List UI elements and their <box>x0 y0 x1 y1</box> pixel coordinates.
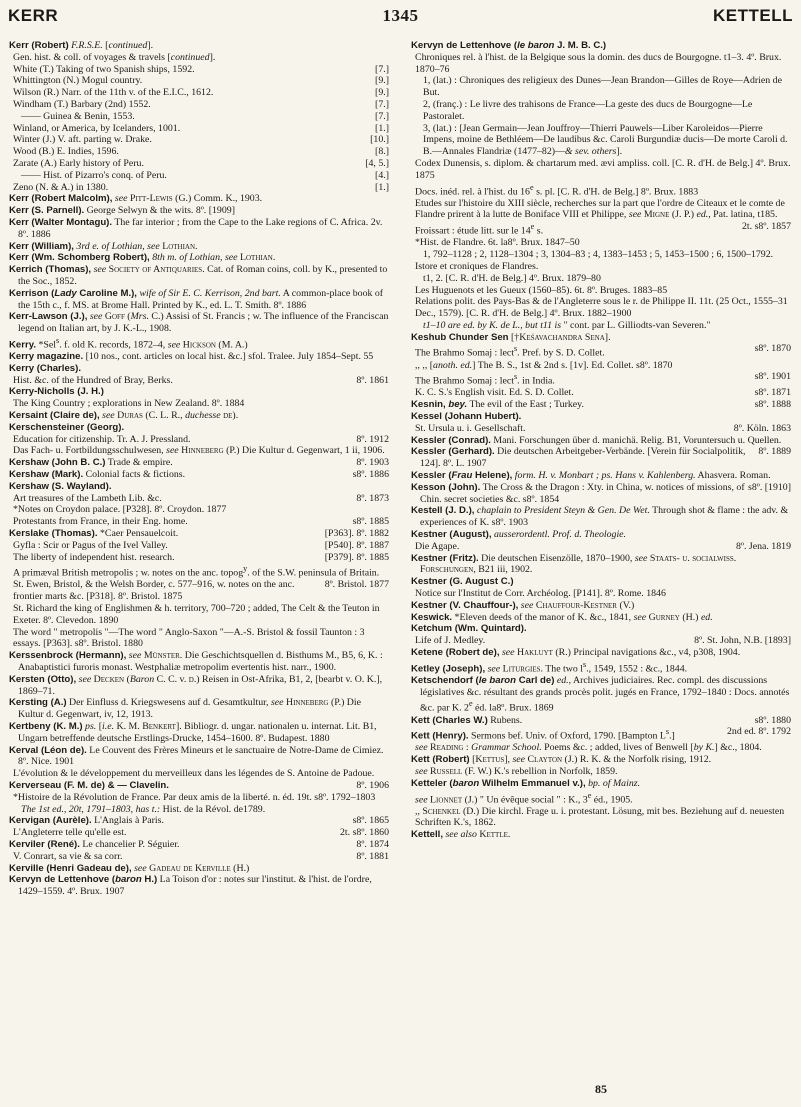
right-column-entry: Les Huguenots et les Gueux (1560–85). 6t. 8º. Bruges. 1883–85 <box>415 284 668 296</box>
right-column-entry: ,, ,, [anoth. ed.] The B. S., 1st & 2nd s. [1v]. Ed. Collet. s8º. 1870 <box>415 359 673 371</box>
left-column-entry: Kerr-Lawson (J.), see Goff (Mrs. C.) Assisi of St. Francis ; w. The influence of the Franciscan legend on Italian art, by J. K.-L., 1908. <box>9 311 389 335</box>
right-column-entry: Kesnin, bey. The evil of the East ; Turkey. s8º. 1888 <box>411 399 791 411</box>
right-column-entry: Kestell (J. D.), chaplain to President Steyn & Gen. De Wet. Through shot & flame : the adv. & experiences of K. s8º. 1903 <box>411 505 789 529</box>
right-column-entry: Codex Dunensis, s. diplom. & chartarum med. ævi ampliss. coll. [C. R. d'H. de Belg.] 4º. Brux. 1875 <box>415 157 791 181</box>
header-left-catchword: KERR <box>8 6 59 25</box>
left-column-entry: Windham (T.) Barbary (2nd) 1552. [7.] <box>13 98 389 110</box>
left-column-entry: Gen. hist. & coll. of voyages & travels [continued]. <box>13 51 216 63</box>
page-number: 1345 <box>382 6 419 25</box>
left-column-entry: Kerr (Robert) F.R.S.E. [continued]. <box>9 40 154 51</box>
right-column-entry: Ketene (Robert de), see Hakluyt (R.) Principal navigations &c., v4, p308, 1904. <box>411 646 741 658</box>
right-column-entry: Kessel (Johann Hubert). <box>411 411 522 423</box>
right-column-entry: 1, 792–1128 ; 2, 1128–1304 ; 3, 1304–83 ; 4, 1383–1453 ; 5, 1453–1500 ; 6, 1500–1792. <box>423 249 774 261</box>
right-column-entry: *Hist. de Flandre. 6t. la8º. Brux. 1847–50 <box>415 237 580 249</box>
right-column-entry: Etudes sur l'histoire du XIII siècle, recherches sur la part que l'ordre de Citeaux et le comte de Flandre prirent à la lutte de Boniface VIII et Philippe, see Migne (J. P.) ed., Pat. latina, t185. <box>415 197 785 221</box>
right-column-entry: see Lionnet (J.) " Un évêque social " : K., 3e éd., 1905. <box>415 790 633 805</box>
left-column-entry: Kerry. *Sel$^s$. f. old K. records, 1872–4, see Hickson (M. A.) <box>9 335 248 351</box>
right-column-entry: Ketschendorf (le baron Carl de) ed., Archives judiciaires. Rec. compl. des discussions législatives &c. résultant des grands procès polit. jugés en France, 1792–1840 : Docs. annotés &c. par K. 2e éd. la8º. Brux. 1869 <box>411 674 790 714</box>
left-column-entry: Kersting (A.) Der Einfluss d. Kriegswesens auf d. Gesamtkultur, see Hinneberg (P.) Die Kultur d. Gegenwart, iv, 12, 1913. <box>9 697 362 721</box>
left-column-entry: Kerry magazine. [10 nos., cont. articles on local hist. &c.] sfol. Tralee. July 1854–Sept. 55 <box>9 351 374 362</box>
left-column-entry: Zeno (N. & A.) in 1380. [1.] <box>13 181 389 193</box>
left-column-entry: Kershaw (Mark). Colonial facts & fictions. s8º. 1886 <box>9 468 389 480</box>
left-column-entry: The King Country ; explorations in New Zealand. 8º. 1884 <box>13 398 245 410</box>
left-column-entry: Wilson (R.) Narr. of the 11th v. of the E.I.C., 1612. [9.] <box>13 87 389 99</box>
right-column-entry: Kestner (V. Chauffour-), see Chauffour-Kestner (V.) <box>411 599 635 611</box>
left-column-entry: Kerschensteiner (Georg). <box>9 421 125 433</box>
right-column-entry: Ketteler (baron Wilhelm Emmanuel v.), bp. of Mainz. <box>411 777 641 789</box>
left-column-entry: Kertbeny (K. M.) ps. [i.e. K. M. Benkert]. Bibliogr. d. ungar. nationalen u. internat. Lit. B1, Ungarn betreffende deutsche Erstlings-Drucke, 1454–1600. 8º. Budapest. 1880 <box>9 720 377 744</box>
left-column-entry: White (T.) Taking of two Spanish ships, 1592. [7.] <box>13 63 389 75</box>
right-column-entry: Keswick. *Eleven deeds of the manor of K. &c., 1841, see Gurney (H.) ed. <box>411 611 713 623</box>
left-column-entry: Protestants from France, in their Eng. home. s8º. 1885 <box>13 516 389 528</box>
right-column-entry: Kestner (G. August C.) <box>411 576 514 588</box>
right-column-entry: Kett (Charles W.) Rubens. s8º. 1880 <box>411 714 791 726</box>
left-column-entry: Winland, or America, by Icelanders, 1001. [1.] <box>13 122 389 134</box>
left-column-entry: Kervyn de Lettenhove (baron H.) La Toison d'or : notes sur l'institut. & l'hist. de l'ordre, 1429–1559. 4º. Brux. 1907 <box>9 874 372 898</box>
left-column-entry: Kerrison (Lady Caroline M.), wife of Sir E. C. Kerrison, 2nd bart. A common-place book of the 15th c., f. MS. at Brome Hall. Printed by K., ed. L. T. Smith. 8º. 1886 <box>9 287 384 311</box>
right-column-entry: The Brahmo Somaj : lect$^s$. in India. s8º. 1901 <box>415 371 791 387</box>
left-column-entry: St. Richard the king of Englishmen & h. territory, 700–720 ; added, The Celt & the Teuton in Exeter. 8º. Clevedon. 1890 <box>13 603 380 626</box>
right-column-entry: St. Ursula u. i. Gesellschaft. 8º. Köln. 1863 <box>415 422 791 434</box>
right-column-entry: Notice sur l'Institut de Corr. Archéolog. [P141]. 8º. Rome. 1846 <box>415 587 666 599</box>
left-column-entry: *Histoire de la Révolution de France. Par deux amis de la liberté. n. éd. 19t. s8º. 1792–1803 <box>13 791 376 803</box>
right-column-entry: see Reading : Grammar School. Poems &c. ; added, lives of Benwell [by K.] &c., 1804. <box>415 742 762 754</box>
right-column-entry: Die Agape. 8º. Jena. 1819 <box>415 540 791 552</box>
left-column-entry: Kerslake (Thomas). *Caer Pensauelcoit. [P363]. 8º. 1882 <box>9 527 389 539</box>
left-column-entry: Das Fach- u. Fortbildungsschulwesen, see Hinneberg (P.) Die Kultur d. Gegenwart, 1 ii, 1906. <box>13 445 385 457</box>
left-column-entry: Zarate (A.) Early history of Peru. [4, 5.] <box>13 157 389 169</box>
left-column-entry: V. Conrart, sa vie & sa corr. 8º. 1881 <box>13 850 389 862</box>
right-column-entry: The Brahmo Somaj : lect$^s$. Pref. by S. D. Collet. s8º. 1870 <box>415 343 791 359</box>
left-column-entry: Kerr (Robert Malcolm), see Pitt-Lewis (G.) Comm. K., 1903. <box>9 193 263 205</box>
left-column-entry: Kervigan (Aurèle). L'Anglais à Paris. s8º. 1865 <box>9 815 389 827</box>
right-column-entry: Chroniques rel. à l'hist. de la Belgique sous la domin. des ducs de Bourgogne. t1–3. 4º. Brux. 1870–76 <box>415 51 782 75</box>
left-column-entry: Kersten (Otto), see Decken (Baron C. C. v. d.) Reisen in Ost-Afrika, B1, 2, [bearbt v. O. K.], 1869–71. <box>9 673 383 697</box>
left-column-entry: *Notes on Croydon palace. [P328]. 8º. Croydon. 1877 <box>13 504 227 516</box>
right-column-entry: K. C. S.'s English visit. Ed. S. D. Collet. s8º. 1871 <box>415 387 791 399</box>
right-column-entry: Kesson (John). The Cross & the Dragon : Xty. in China, w. notices of missions, of Chin. secret societies &c. s8º. 1854 <box>411 481 745 505</box>
left-column-entry: Kerr (S. Parnell). George Selwyn & the wits. 8º. [1909] <box>9 205 235 217</box>
right-column-entry: 1, (lat.) : Chroniques des religieux des Dunes—Jean Brandon—Gilles de Roye—Adrien de But. <box>423 75 782 99</box>
right-column-entry: Kervyn de Lettenhove (le baron J. M. B. C.) <box>411 40 607 51</box>
right-column-entry: Froissart : étude litt. sur le 14e s. 2t. s8º. 1857 <box>415 221 791 237</box>
left-column-entry: L'évolution & le développement du merveilleux dans les légendes de S. Antoine de Padoue. 8º. 1906 <box>13 768 389 791</box>
right-column-entry: Ketley (Joseph), see Liturgies. The two $l^s$., 1549, 1552 : &c., 1844. <box>411 659 688 675</box>
left-column-entry: Kerville (Henri Gadeau de), see Gadeau de Kerville (H.) <box>9 862 250 874</box>
left-column-entry: Education for citizenship. Tr. A. J. Pressland. 8º. 1912 <box>13 433 389 445</box>
right-column-entry: t1–10 are ed. by K. de L., but t11 is " cont. par L. Gilliodts-van Severen." <box>423 319 711 331</box>
left-column-entry: The liberty of independent hist. research. [P379]. 8º. 1885 <box>13 551 389 563</box>
right-column-entry: Kessler (Conrad). Mani. Forschungen über d. manichä. Relig. B1, Voruntersuch u. Quellen. 8º. 1889 <box>411 434 791 458</box>
right-column-entry: ,, Schenkel (D.) Die kirchl. Frage u. i. protestant. Lösung, mit bes. Beziehung auf d. neuesten Schriften K.'s, 1862. <box>415 805 785 829</box>
left-column-entry: St. Ewen, Bristol, & the Welsh Border, c. 577–916, w. notes on the anc. frontier marts &c. [P318]. 8º. Bristol. 1875 <box>13 579 295 603</box>
left-column-entry: The word " metropolis "—The word " Anglo-Saxon "—A.-S. Bristol & fossil Taunton : 3 essays. [P363]. s8º. Bristol. 1880 <box>13 626 365 650</box>
right-column-entry: Relations polit. des Pays-Bas & de l'Angleterre sous le r. de Philippe II. 11t. (25 Oct., 1555–31 Dec., 1579). [C. R. d'H. de Belg.] 4º. Brux. 1882–1900 <box>415 296 788 320</box>
right-column-entry: Kestner (Fritz). Die deutschen Eisenzölle, 1870–1900, see Staats- u. socialwiss. Forschungen, B21 iii, 1902. <box>411 552 737 576</box>
right-column-entry: Docs. inéd. rel. à l'hist. du 16e s. pl. [C. R. d'H. de Belg.] 8º. Brux. 1883 <box>415 182 699 197</box>
left-column-entry: Kershaw (S. Wayland). <box>9 480 112 492</box>
left-column-entry: Winter (J.) V. aft. parting w. Drake. [10.] <box>13 134 389 146</box>
signature-mark: 85 <box>595 1082 607 1096</box>
right-column-entry: Kessler (Frau Helene), form. H. v. Monbart ; ps. Hans v. Kahlenberg. Ahasvera. Roman. s8º. [1910] <box>411 470 791 493</box>
left-column-entry: L'Angleterre telle qu'elle est. 2t. s8º. 1860 <box>13 827 389 839</box>
left-column-entry: —— Guinea & Benin, 1553. [7.] <box>21 110 389 122</box>
right-column-entry: Istore et croniques de Flandres. <box>415 260 539 272</box>
left-column-entry: Kerr (Walter Montagu). The far interior ; from the Cape to the Lake regions of C. Africa. 2v. 8º. 1886 <box>9 216 383 240</box>
right-column-entry: Kestner (August), ausserordentl. Prof. d. Theologie. <box>411 529 627 540</box>
left-column-entry: Kerry (Charles). <box>9 362 81 374</box>
left-column-entry: Hist. &c. of the Hundred of Bray, Berks. 8º. 1861 <box>13 374 389 386</box>
left-column-entry: Kershaw (John B. C.) Trade & empire. 8º. 1903 <box>9 457 389 469</box>
left-column-entry: Wood (B.) E. Indies, 1596. [8.] <box>13 146 389 158</box>
left-column-entry: Kerrich (Thomas), see Society of Antiquaries. Cat. of Roman coins, coll. by K., presented to the Soc., 1852. <box>9 264 388 287</box>
left-column-entry: The 1st ed., 20t, 1791–1803, has t.: Hist. de la Révol. de1789. <box>21 803 266 815</box>
left-column-entry: A primæval British metropolis ; w. notes on the anc. topog$^y$. of the S.W. peninsula of Britain. 8º. Bristol. 1877 <box>13 564 389 591</box>
left-column <box>9 40 389 898</box>
right-column-entry: Kessler (Gerhard). Die deutschen Arbeitgeber-Verbände. [Verein für Socialpolitik, 124]. 8º. L. 1907 <box>411 446 746 470</box>
right-column-entry: Ketchum (Wm. Quintard). <box>411 623 527 635</box>
left-column-entry: Kerr (William), 3rd e. of Lothian, see Lothian. <box>9 240 198 252</box>
right-column-entry: Keshub Chunder Sen [†Keśavachandra Sena]. <box>411 331 611 343</box>
right-column-entry: Life of J. Medley. 8º. St. John, N.B. [1893] <box>415 635 791 647</box>
right-column-entry: Kettell, see also Kettle. <box>411 829 511 841</box>
running-header <box>8 6 793 28</box>
right-column-entry: Kett (Henry). Sermons bef. Univ. of Oxford, 1790. [Bampton $L^s$.] 2nd ed. 8º. 1792 <box>411 726 791 742</box>
right-column-entry: Kett (Robert) [Kettus], see Clayton (J.) R. K. & the Norfolk rising, 1912. <box>411 754 712 766</box>
header-right-catchword: KETTELL <box>713 6 793 25</box>
right-column-entry: see Russell (F. W.) K.'s rebellion in Norfolk, 1859. <box>415 765 618 777</box>
right-column-entry: 3, (lat.) : [Jean Germain—Jean Jouffroy—Thierri Pauwels—Liber Karoleidos—Pierre Impens, moine de Bethléem—De laudibus &c. Caroli Burgundiæ ducis—De morte Caroli d. B.—Annales Flandriæ (1477–82)—& sev. others]. <box>423 122 788 158</box>
right-column-entry: 2, (franç.) : Le livre des trahisons de France—La geste des ducs de Bourgogne—Le Pastoralet. <box>423 98 753 122</box>
right-column-entry: t1, 2. [C. R. d'H. de Belg.] 4º. Brux. 1879–80 <box>423 272 601 284</box>
left-column-entry: Gyfla : Scir or Pagus of the Ivel Valley. [P540]. 8º. 1887 <box>13 539 389 551</box>
left-column-entry: Kerval (Léon de). Le Couvent des Frères Mineurs et le sanctuaire de Notre-Dame de Cimiez. 8º. Nice. 1901 <box>9 744 384 768</box>
left-column-entry: Kersaint (Claire de), see Duras (C. L. R., duchesse de). <box>9 409 239 421</box>
left-column-entry: Kerssenbrock (Hermann), see Münster. Die Geschichtsquellen d. Bisthums M., B5, 6, K. : Anabaptistici furoris monast. Westphaliæ metropolim evertentis hist. narr., 1900. <box>9 650 383 673</box>
left-column-entry: Art treasures of the Lambeth Lib. &c. 8º. 1873 <box>13 492 389 504</box>
right-column <box>411 40 791 841</box>
left-column-entry: Whittington (N.) Mogul country. [9.] <box>13 75 389 87</box>
left-column-entry: Kerr (Wm. Schomberg Robert), 8th m. of Lothian, see Lothian. <box>9 252 276 264</box>
left-column-entry: Kerry-Nicholls (J. H.) <box>9 386 104 398</box>
left-column-entry: —— Hist. of Pizarro's conq. of Peru. [4.] <box>21 169 389 181</box>
left-column-entry: Kerverseau (F. M. de) & — Clavelin. <box>9 779 169 791</box>
left-column-entry: Kerviler (René). Le chancelier P. Séguier. 8º. 1874 <box>9 838 389 850</box>
